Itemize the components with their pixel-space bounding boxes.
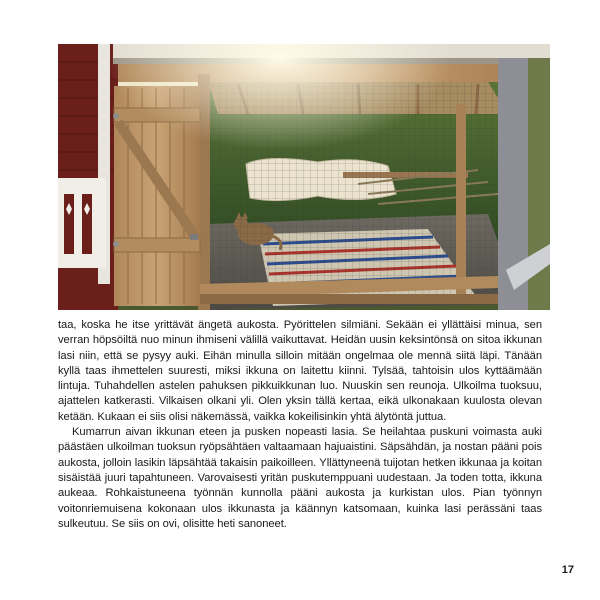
story-text bbox=[58, 318, 542, 532]
enclosure-photo bbox=[58, 44, 550, 310]
page-number: 17 bbox=[561, 564, 574, 576]
paragraph-2: Kumarrun aivan ikkunan eteen ja pusken nopeasti lasia. Se heilahtaa puskuni voimasta auki päästäen ulkoilman tuoksun ryöpsähtäen valtaamaan hajuaistini. Säpsähdän, ja nostan pääni pois aukosta, jolloin lasikin läpsähtää takaisin paikoilleen. Yllättyneenä tuijotan hetken ikkunaa ja koitan sisäistää juuri tapahtuneen. Varovaisesti yritän puskutemppuani uudestaan. Ja toden totta, ikkuna aukeaa. Rohkaistuneena työnnän kunnolla pääni aukosta ja kurkistan ulos. Pian työnnyn voitonriemuisena kokonaan ulos ikkunasta ja käännyn katsomaan, kuinka lasi perässäni taas sulkeutuu. Se siis on ovi, olisitte heti sanoneet. bbox=[58, 426, 542, 530]
enclosure-illustration bbox=[58, 44, 550, 310]
paragraph-1: taa, koska he itse yrittävät ängetä aukosta. Pyörittelen silmiäni. Sekään ei yllättäisi minua, sen verran höpsöiltä nuo minun ihmiseni välillä vaikuttavat. Heidän uusin keksintönsä on sitoa ikkunan lasi niin, että se pysyy auki. Eihän minulla silloin mitään ongelmaa ole mennä siitä läpi. Tänään kyllä taas ihmettelen suuresti, miksi ikkuna on laitettu kiinni. Tylsää, tahtoisin ulos kyttäämään lintuja. Tuhahdellen astelen pahuksen pikkuikkunan luo. Nuuskin sen reunoja. Ulkoilma tuoksuu, ajattelen katkerasti. Vilkaisen olkani yli. Olen yksin tällä kertaa, eikä ulkonakaan kuulosta olevan ketään. Kukaan ei siis olisi näkemässä, vaikka kokeilisinkin yhtä älytöntä juttua. bbox=[58, 319, 542, 423]
